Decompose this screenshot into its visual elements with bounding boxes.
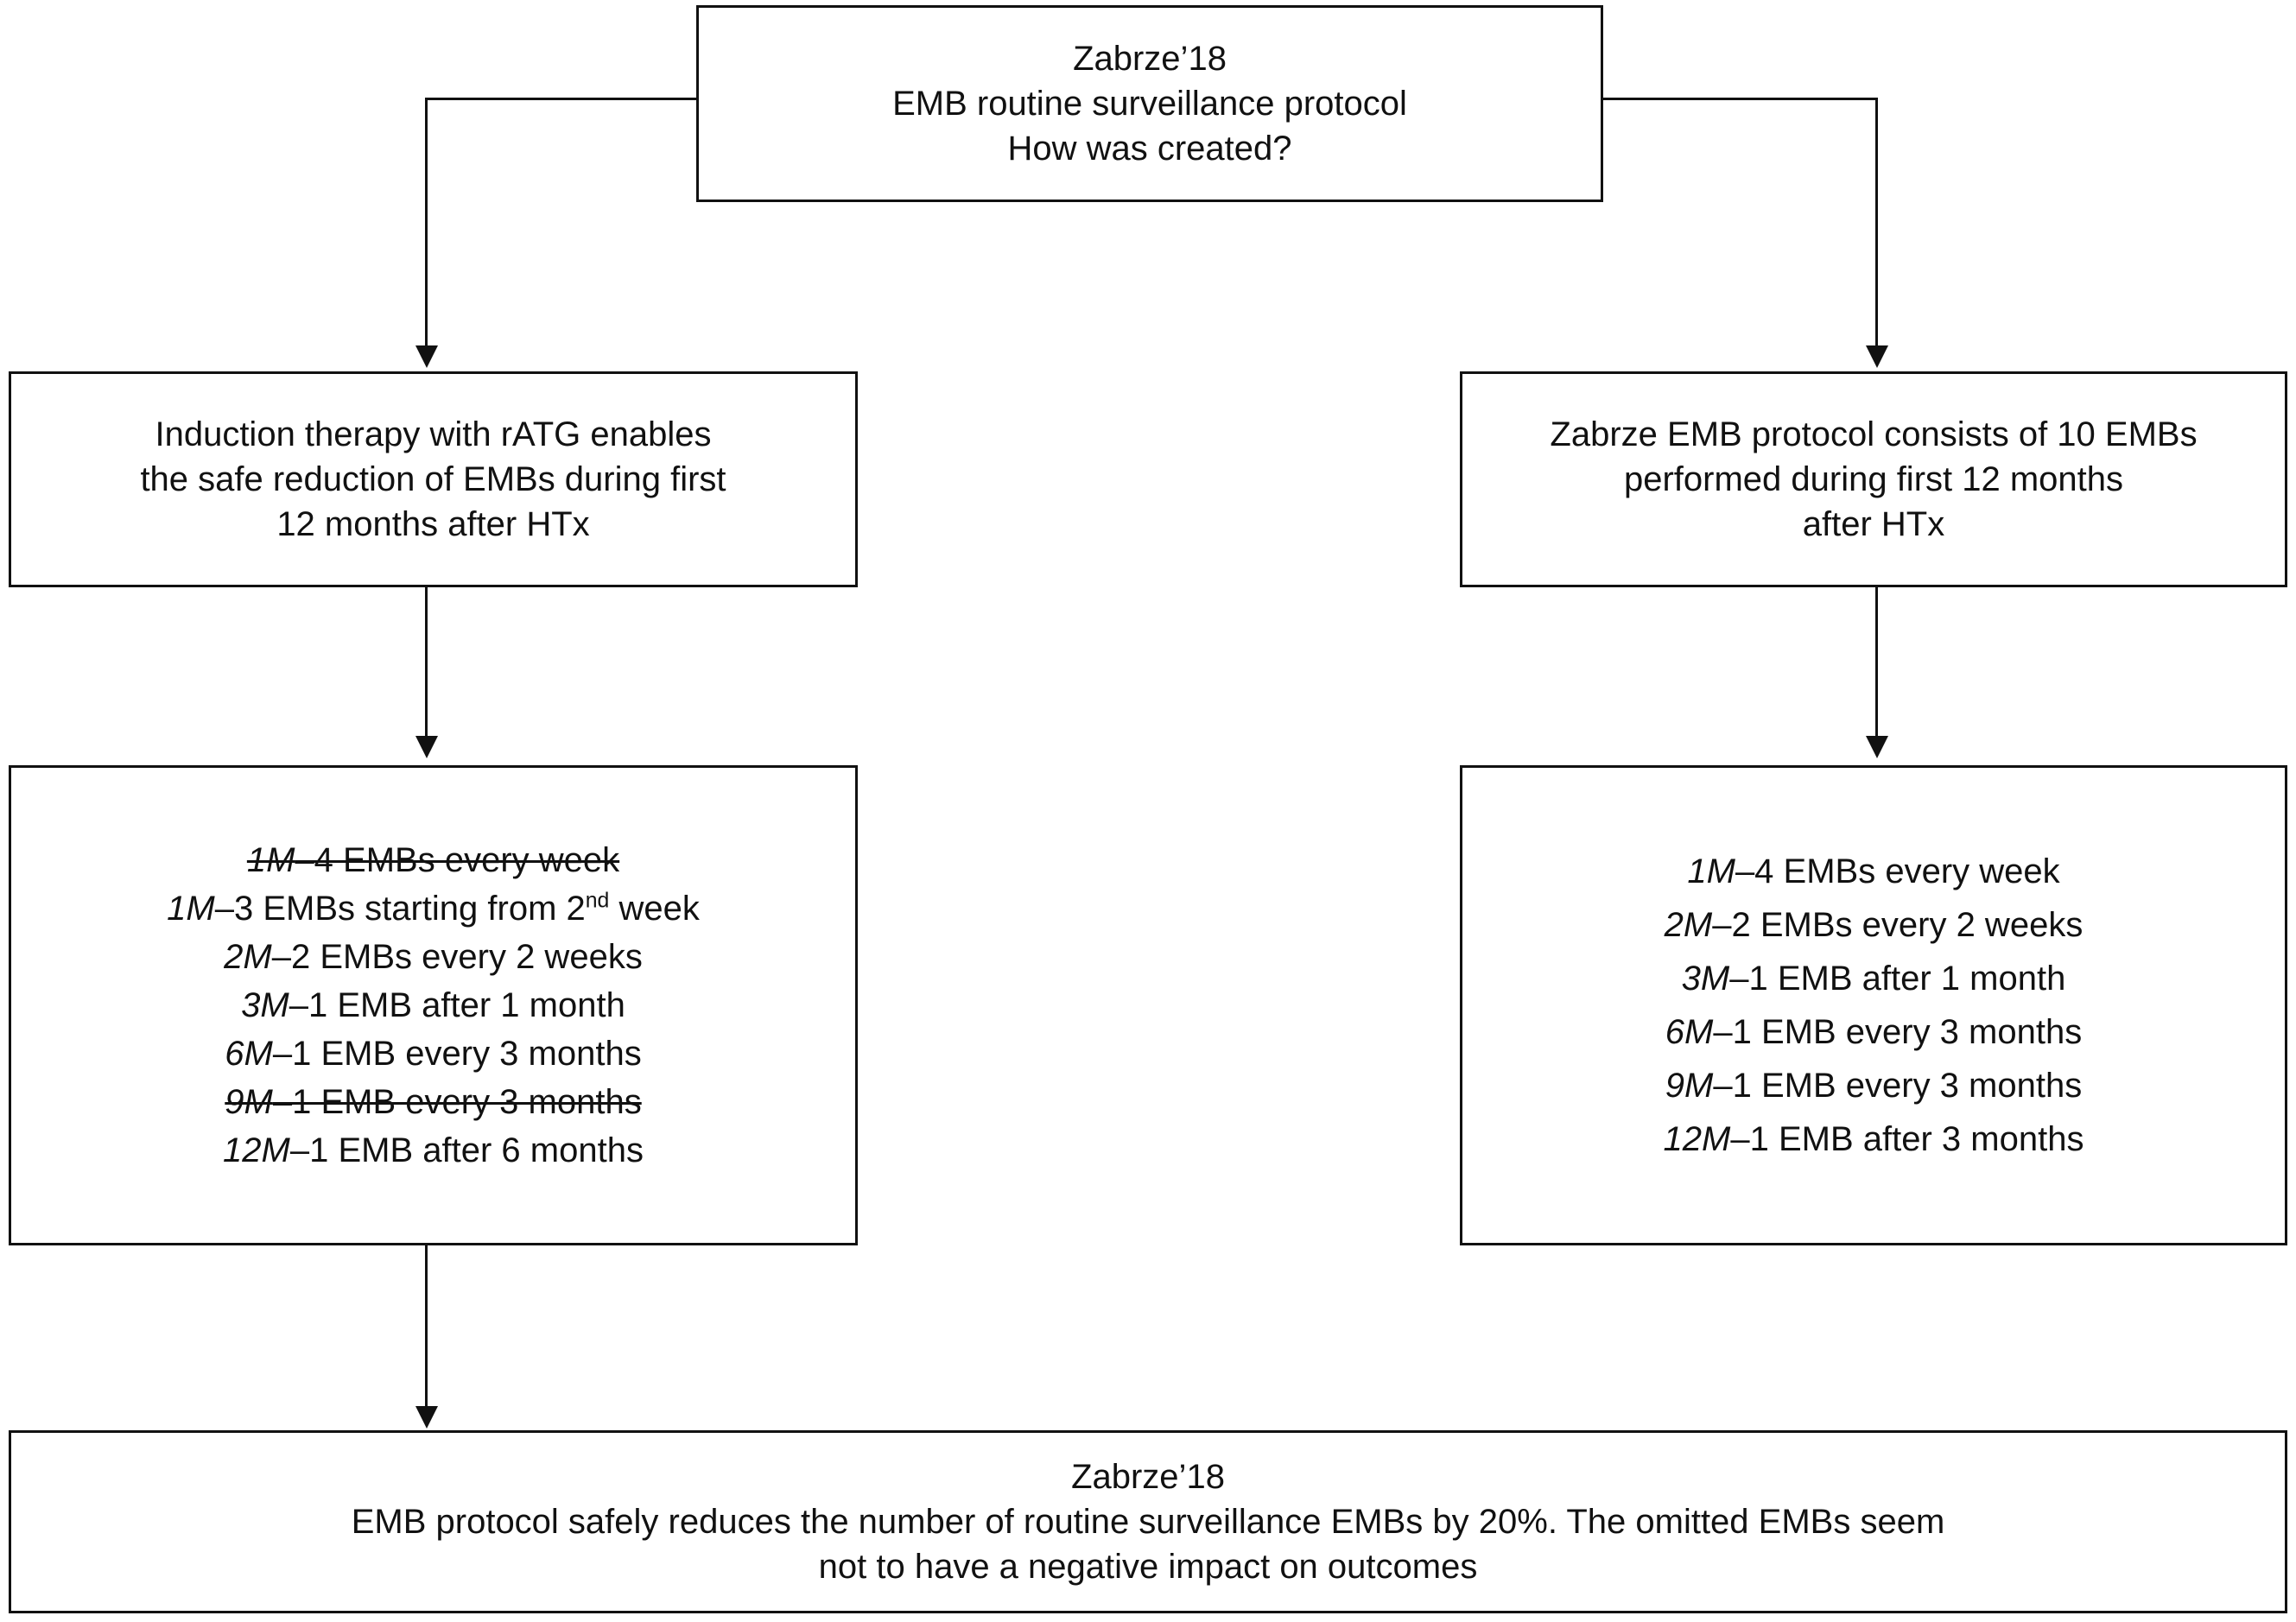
arrowhead-root-to-left xyxy=(415,345,438,368)
node-root-line-3: How was created? xyxy=(1007,130,1292,168)
connector-left-top-to-list xyxy=(425,587,428,747)
node-right-top-line-3: after HTx xyxy=(1802,505,1945,543)
right-protocol-item: 1M–4 EMBs every week xyxy=(1687,852,2060,890)
node-right-top-line-2: performed during first 12 months xyxy=(1623,460,2124,498)
left-protocol-item: 9M–1 EMB every 3 months xyxy=(225,1083,642,1121)
node-root-line-1: Zabrze’18 xyxy=(1073,40,1227,78)
left-protocol-item: 1M–4 EMBs every week xyxy=(246,841,620,879)
arrowhead-left-list-to-conclusion xyxy=(415,1406,438,1429)
node-left-top xyxy=(9,371,858,587)
left-protocol-items xyxy=(167,838,700,1173)
connector-right-top-to-list xyxy=(1875,587,1878,747)
node-left-top-line-2: the safe reduction of EMBs during first xyxy=(140,460,726,498)
right-protocol-item: 12M–1 EMB after 3 months xyxy=(1663,1120,2084,1158)
right-protocol-item: 6M–1 EMB every 3 months xyxy=(1665,1013,2083,1051)
connector-root-to-left-horizontal xyxy=(425,98,698,100)
arrowhead-left-top-to-list xyxy=(415,736,438,758)
arrowhead-root-to-right xyxy=(1866,345,1888,368)
left-protocol-item: 3M–1 EMB after 1 month xyxy=(241,986,625,1024)
connector-root-to-right-vertical xyxy=(1875,98,1878,350)
node-right-protocol-list xyxy=(1460,765,2287,1245)
node-conclusion-line-3: not to have a negative impact on outcomes xyxy=(818,1548,1478,1586)
left-protocol-item: 2M–2 EMBs every 2 weeks xyxy=(224,938,643,976)
node-root xyxy=(696,5,1603,202)
connector-root-to-left-vertical xyxy=(425,98,428,350)
node-conclusion xyxy=(9,1430,2287,1613)
node-conclusion-line-2: EMB protocol safely reduces the number of routine surveillance EMBs by 20%. The omitted EMBs seem xyxy=(351,1503,1945,1541)
node-conclusion-line-1: Zabrze’18 xyxy=(1071,1458,1225,1496)
node-left-protocol-list xyxy=(9,765,858,1245)
left-protocol-item: 1M–3 EMBs starting from 2nd week xyxy=(167,889,700,928)
right-protocol-item: 2M–2 EMBs every 2 weeks xyxy=(1664,906,2084,944)
connector-root-to-right-horizontal xyxy=(1601,98,1878,100)
node-left-top-line-3: 12 months after HTx xyxy=(276,505,590,543)
right-protocol-items xyxy=(1664,849,2084,1162)
right-protocol-item: 3M–1 EMB after 1 month xyxy=(1681,960,2066,998)
node-right-top-line-1: Zabrze EMB protocol consists of 10 EMBs xyxy=(1550,415,2198,453)
left-protocol-item: 12M–1 EMB after 6 months xyxy=(223,1131,644,1169)
connector-left-list-to-conclusion xyxy=(425,1245,428,1418)
right-protocol-item: 9M–1 EMB every 3 months xyxy=(1665,1067,2083,1105)
arrowhead-right-top-to-list xyxy=(1866,736,1888,758)
left-protocol-item: 6M–1 EMB every 3 months xyxy=(225,1035,642,1073)
node-root-line-2: EMB routine surveillance protocol xyxy=(892,85,1407,123)
node-right-top xyxy=(1460,371,2287,587)
node-left-top-line-1: Induction therapy with rATG enables xyxy=(155,415,712,453)
